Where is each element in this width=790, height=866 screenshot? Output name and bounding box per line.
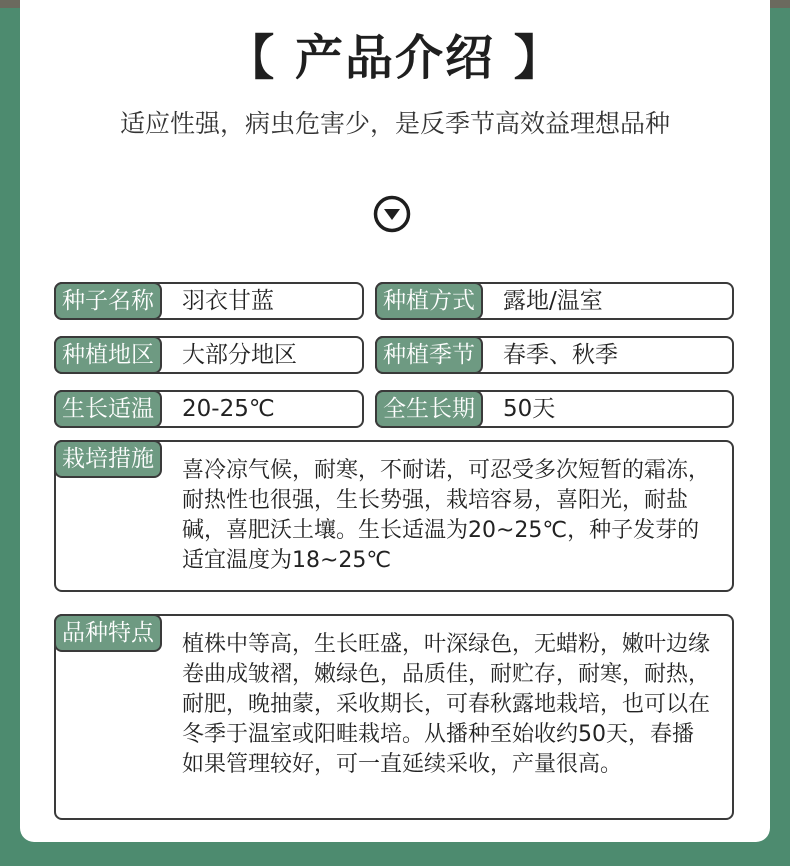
cultivation-label: 栽培措施 — [54, 440, 162, 478]
cultivation-block — [54, 440, 734, 592]
field-label: 全生长期 — [375, 390, 483, 428]
features-label: 品种特点 — [54, 614, 162, 652]
field-value: 50天 — [503, 396, 556, 422]
field-value: 春季、秋季 — [503, 342, 618, 368]
field-label: 种植季节 — [375, 336, 483, 374]
field-label: 种植方式 — [375, 282, 483, 320]
field-label: 生长适温 — [54, 390, 162, 428]
field-planting-method — [375, 282, 734, 320]
field-value: 20-25℃ — [182, 396, 275, 422]
field-label: 种植地区 — [54, 336, 162, 374]
field-planting-region — [54, 336, 364, 374]
field-seed-name — [54, 282, 364, 320]
field-growth-period — [375, 390, 734, 428]
features-block — [54, 614, 734, 820]
field-value: 大部分地区 — [182, 342, 297, 368]
cultivation-text: 喜冷凉气候，耐寒，不耐诺，可忍受多次短暂的霜冻，耐热性也很强，生长势强，栽培容易，喜阳光，耐盐碱，喜肥沃土壤。生长适温为20~25℃，种子发芽的适宜温度为18~25℃ — [182, 458, 711, 573]
field-label: 种子名称 — [54, 282, 162, 320]
features-text: 植株中等高，生长旺盛，叶深绿色，无蜡粉，嫩叶边缘卷曲成皱褶，嫩绿色，品质佳，耐贮存，耐寒，耐热，耐肥，晚抽蒙，采收期长，可春秋露地栽培，也可以在冬季于温室或阳畦栽培。从播种至始收约50天，春播如果管理较好，可一直延续采收，产量很高。 — [182, 632, 711, 777]
page-title: 【 产品介绍 】 — [226, 30, 564, 86]
circle-down-arrow-icon — [373, 195, 411, 233]
page-subtitle: 适应性强，病虫危害少，是反季节高效益理想品种 — [119, 109, 670, 138]
product-intro-card — [20, 0, 770, 842]
field-growth-temperature — [54, 390, 364, 428]
field-value: 羽衣甘蓝 — [182, 288, 274, 314]
field-value: 露地/温室 — [503, 288, 603, 314]
field-planting-season — [375, 336, 734, 374]
